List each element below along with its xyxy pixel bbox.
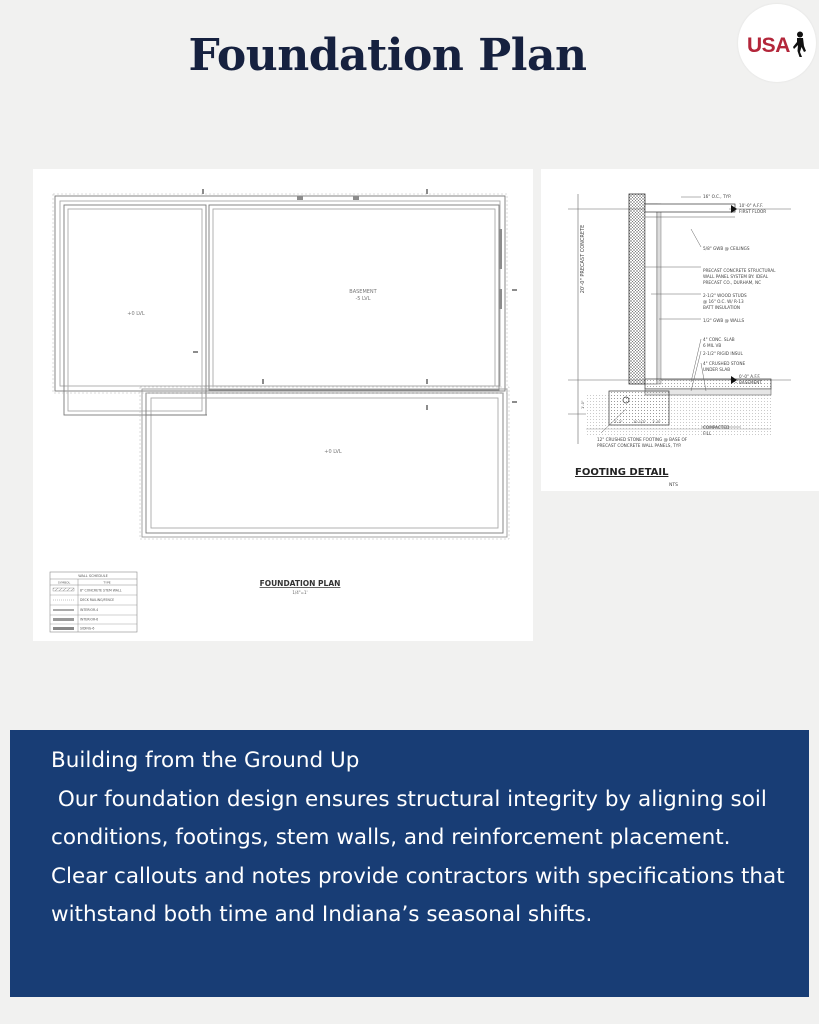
foundation-walls: [55, 196, 507, 537]
foundation-plan-svg: [33, 169, 533, 641]
elevation-top-label: FIRST FLOOR: [739, 209, 767, 214]
detail-title: FOOTING DETAIL: [575, 467, 669, 478]
callout-studs: @ 16" O.C. W/ R-13: [703, 299, 744, 304]
logo-wordmark: [747, 34, 790, 58]
callout-crushed-stone: 4" CRUSHED STONE: [703, 361, 746, 366]
dimension-label: 1'-0": [652, 420, 661, 424]
detail-subtitle: NTS: [669, 483, 678, 488]
description-box: [10, 730, 809, 997]
wall-schedule-row: 8" CONCRETE STEM WALL: [80, 588, 122, 593]
usa-logo[interactable]: [738, 4, 816, 82]
foundation-plan-drawing: [33, 169, 533, 641]
callout-compacted-fill: COMPACTED: [703, 425, 730, 430]
detail-vertical-label: 20'-0" PRECAST CONCRETE: [580, 224, 586, 294]
worker-silhouette-icon: [792, 31, 808, 58]
wall-schedule-row: DECK RAILING/FENCE: [80, 598, 115, 602]
callout-panel: PRECAST CONCRETE STRUCTURAL: [703, 268, 776, 273]
callout-studs: BATT INSULATION: [703, 305, 741, 310]
plan-scale: 1/4"=1': [292, 590, 308, 595]
callout-panel: WALL PANEL SYSTEM BY: IDEAL: [703, 274, 769, 279]
footing-detail-svg: [541, 169, 819, 491]
wall-schedule-title: WALL SCHEDULE: [78, 574, 108, 578]
callout-slab: 6 MIL VB: [703, 343, 722, 348]
logo-text-a: A: [775, 34, 790, 57]
room-label-basement: BASEMENT: [349, 289, 377, 295]
room-label-basement-level: -5 LVL: [355, 296, 371, 302]
room-label-left: +0 LVL: [127, 311, 145, 317]
callout-joists: 16" O.C., TYP.: [703, 194, 732, 199]
page-title: Foundation Plan: [188, 30, 587, 81]
plan-title: FOUNDATION PLAN: [259, 579, 341, 588]
callout-panel: PRECAST CO., DURHAM, NC: [703, 280, 762, 285]
callout-crushed-stone: UNDER SLAB: [703, 367, 731, 372]
callout-footing: PRECAST CONCRETE WALL PANELS, TYP.: [597, 443, 682, 448]
wall-schedule-header-left: SYMBOL: [57, 580, 71, 585]
room-label-bottom: +0 LVL: [324, 449, 342, 455]
callout-studs: 2-1/2" WOOD STUDS: [703, 293, 747, 298]
callout-compacted-fill: FILL: [703, 431, 712, 436]
dimension-label: 1'-0": [581, 400, 585, 409]
elevation-top: 10'-0" A.F.F.: [739, 203, 764, 208]
wall-schedule-row: SIDING-6: [80, 626, 95, 631]
callout-slab: 4" CONC. SLAB: [703, 337, 735, 342]
description-heading: Building from the Ground Up: [51, 748, 360, 773]
dashed-footing-lines: [53, 194, 509, 539]
callout-gwb-walls: 1/2" GWB @ WALLS: [703, 318, 745, 323]
wall-schedule-header-right: TYPE: [103, 580, 111, 585]
elevation-bottom: 0'-0" A.F.F.: [739, 374, 761, 379]
wall-schedule-row: INTERIOR-4: [80, 608, 99, 612]
description-body: Our foundation design ensures structural integrity by aligning soil conditions, footings, stem walls, and reinforcement placement. Clear callouts and notes provide contractors with specifications that withstand both time and Indiana’s seasonal shifts.: [51, 786, 792, 927]
wall-schedule-table: [50, 572, 137, 632]
callout-rigid-insulation: 2-1/2" RIGID INSUL: [703, 351, 743, 356]
callout-footing: 12" CRUSHED STONE FOOTING @ BASE OF: [597, 437, 688, 442]
dimension-label: 1'-2": [614, 420, 623, 424]
footing-detail-drawing: [541, 169, 819, 491]
callout-gwb-ceilings: 5/8" GWB @ CEILINGS: [703, 246, 750, 251]
dimension-label: 10 1/2": [633, 420, 647, 424]
wall-schedule-row: INTERIOR-6: [80, 617, 99, 622]
elevation-bottom-label: BASEMENT: [739, 380, 762, 385]
logo-text-us: US: [747, 34, 776, 57]
